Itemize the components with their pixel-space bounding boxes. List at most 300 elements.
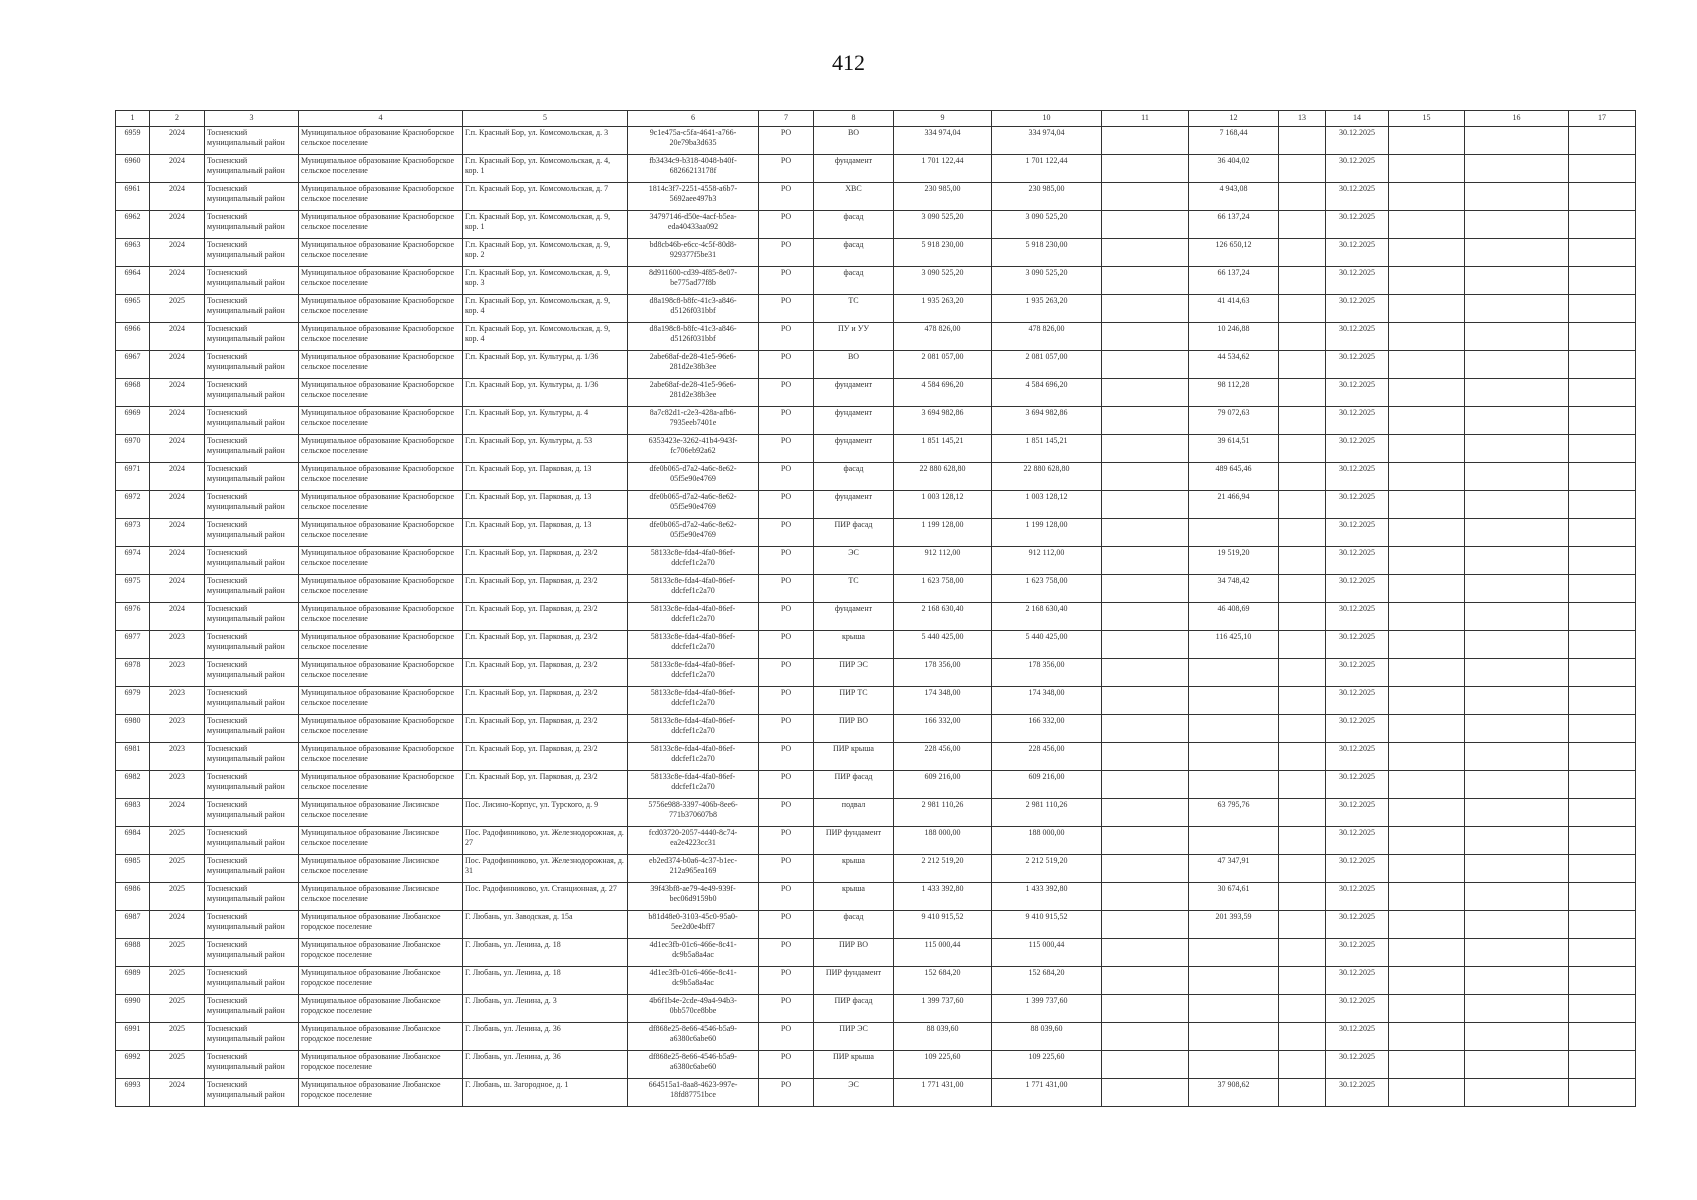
table-cell: dfe0b065-d7a2-4a6c-8e62-05f5e90e4769 (628, 491, 759, 519)
table-cell (1102, 239, 1189, 267)
table-row (116, 211, 1636, 239)
table-cell: 109 225,60 (992, 1051, 1102, 1079)
table-cell: 6983 (116, 799, 150, 827)
column-header: 5 (463, 111, 628, 127)
table-cell (1389, 715, 1465, 743)
table-row (116, 239, 1636, 267)
table-cell: фундамент (814, 491, 894, 519)
table-cell (1279, 911, 1326, 939)
table-cell: РО (759, 407, 814, 435)
table-cell (1465, 939, 1569, 967)
table-row (116, 323, 1636, 351)
table-cell: 6963 (116, 239, 150, 267)
table-cell: Муниципальное образование Лисинское сельское поселение (299, 855, 463, 883)
table-cell: Г. Любань, ул. Заводская, д. 15а (463, 911, 628, 939)
table-cell (1102, 1051, 1189, 1079)
table-cell (1279, 463, 1326, 491)
table-cell: Г. Любань, ш. Загородное, д. 1 (463, 1079, 628, 1107)
column-header: 13 (1279, 111, 1326, 127)
table-cell (1189, 715, 1279, 743)
table-cell (1279, 771, 1326, 799)
table-cell (1389, 351, 1465, 379)
table-cell: РО (759, 379, 814, 407)
table-cell (1279, 379, 1326, 407)
table-row (116, 407, 1636, 435)
table-cell: eb2ed374-b0a6-4c37-b1ec-212a965ea169 (628, 855, 759, 883)
table-cell (1569, 883, 1636, 911)
table-cell (1465, 827, 1569, 855)
table-cell: 6962 (116, 211, 150, 239)
table-cell: Тосненский муниципальный район (205, 743, 299, 771)
table-cell: 230 985,00 (894, 183, 992, 211)
table-cell (1279, 407, 1326, 435)
table-row (116, 351, 1636, 379)
table-cell (1102, 211, 1189, 239)
table-cell: РО (759, 183, 814, 211)
table-cell (1389, 883, 1465, 911)
table-cell: Г. Любань, ул. Ленина, д. 3 (463, 995, 628, 1023)
table-cell: фасад (814, 267, 894, 295)
table-cell (1102, 519, 1189, 547)
table-cell: 30.12.2025 (1326, 827, 1389, 855)
table-row (116, 799, 1636, 827)
table-cell: Тосненский муниципальный район (205, 883, 299, 911)
table-cell (1279, 631, 1326, 659)
table-cell: 21 466,94 (1189, 491, 1279, 519)
table-cell: Муниципальное образование Красноборское сельское поселение (299, 295, 463, 323)
table-cell (1279, 603, 1326, 631)
table-cell: Тосненский муниципальный район (205, 687, 299, 715)
table-cell (1389, 827, 1465, 855)
table-cell: d8a198c8-b8fc-41c3-a846-d5126f031bbf (628, 323, 759, 351)
table-cell (1465, 603, 1569, 631)
table-cell: 2024 (150, 351, 205, 379)
table-row (116, 687, 1636, 715)
table-cell (1389, 687, 1465, 715)
column-header: 4 (299, 111, 463, 127)
table-cell: 334 974,04 (894, 127, 992, 155)
table-cell: подвал (814, 799, 894, 827)
table-cell (1279, 799, 1326, 827)
table-cell (1102, 967, 1189, 995)
table-cell: 2 981 110,26 (992, 799, 1102, 827)
table-cell: 2024 (150, 323, 205, 351)
table-cell: Муниципальное образование Красноборское сельское поселение (299, 211, 463, 239)
table-cell: 6987 (116, 911, 150, 939)
table-cell: 2 081 057,00 (894, 351, 992, 379)
table-row (116, 603, 1636, 631)
table-cell (1102, 463, 1189, 491)
table-cell: ПУ и УУ (814, 323, 894, 351)
table-cell: 174 348,00 (992, 687, 1102, 715)
table-cell: Тосненский муниципальный район (205, 575, 299, 603)
table-cell: 37 908,62 (1189, 1079, 1279, 1107)
table-cell: Тосненский муниципальный район (205, 519, 299, 547)
table-cell: Г.п. Красный Бор, ул. Комсомольская, д. 4, кор. 1 (463, 155, 628, 183)
table-cell: РО (759, 211, 814, 239)
table-cell (1465, 1051, 1569, 1079)
table-cell (1189, 519, 1279, 547)
table-cell: Муниципальное образование Красноборское сельское поселение (299, 575, 463, 603)
table-cell: 2024 (150, 211, 205, 239)
table-cell (1569, 827, 1636, 855)
table-cell: фундамент (814, 379, 894, 407)
table-cell: 1 433 392,80 (992, 883, 1102, 911)
table-cell: d8a198c8-b8fc-41c3-a846-d5126f031bbf (628, 295, 759, 323)
table-cell: РО (759, 435, 814, 463)
table-row (116, 967, 1636, 995)
table-cell: Тосненский муниципальный район (205, 239, 299, 267)
table-cell: 6965 (116, 295, 150, 323)
table-cell (1279, 127, 1326, 155)
table-cell: Тосненский муниципальный район (205, 435, 299, 463)
table-cell: Тосненский муниципальный район (205, 127, 299, 155)
table-cell: Г.п. Красный Бор, ул. Парковая, д. 13 (463, 491, 628, 519)
table-cell (1389, 771, 1465, 799)
table-cell (1465, 715, 1569, 743)
table-cell: 30.12.2025 (1326, 911, 1389, 939)
table-cell (1102, 155, 1189, 183)
table-cell: Тосненский муниципальный район (205, 715, 299, 743)
table-cell (1279, 1079, 1326, 1107)
table-cell (1569, 967, 1636, 995)
table-cell (1102, 351, 1189, 379)
table-cell: РО (759, 547, 814, 575)
table-cell: Тосненский муниципальный район (205, 295, 299, 323)
table-cell: ПИР крыша (814, 1051, 894, 1079)
table-cell (1189, 967, 1279, 995)
table-cell: РО (759, 883, 814, 911)
table-cell (1465, 267, 1569, 295)
table-cell: РО (759, 463, 814, 491)
table-cell: 63 795,76 (1189, 799, 1279, 827)
column-header: 3 (205, 111, 299, 127)
table-cell: 2 168 630,40 (894, 603, 992, 631)
table-cell (1279, 351, 1326, 379)
table-cell: 1 433 392,80 (894, 883, 992, 911)
table-cell (1465, 183, 1569, 211)
table-cell: 6968 (116, 379, 150, 407)
table-cell: 1 851 145,21 (894, 435, 992, 463)
table-cell: 230 985,00 (992, 183, 1102, 211)
table-cell: 228 456,00 (992, 743, 1102, 771)
table-cell: 30.12.2025 (1326, 743, 1389, 771)
table-cell: Г.п. Красный Бор, ул. Парковая, д. 13 (463, 463, 628, 491)
table-cell: Тосненский муниципальный район (205, 155, 299, 183)
table-cell: dfe0b065-d7a2-4a6c-8e62-05f5e90e4769 (628, 519, 759, 547)
table-cell: 30.12.2025 (1326, 407, 1389, 435)
table-cell (1389, 323, 1465, 351)
column-header: 15 (1389, 111, 1465, 127)
table-cell: 2023 (150, 743, 205, 771)
table-cell: ЭС (814, 547, 894, 575)
table-cell (1465, 547, 1569, 575)
table-cell: 30.12.2025 (1326, 715, 1389, 743)
table-cell (1569, 631, 1636, 659)
table-cell (1102, 1079, 1189, 1107)
table-cell (1389, 519, 1465, 547)
table-cell: 152 684,20 (992, 967, 1102, 995)
table-cell: 10 246,88 (1189, 323, 1279, 351)
register-table (115, 110, 1636, 1107)
table-cell (1569, 995, 1636, 1023)
table-cell: 30.12.2025 (1326, 771, 1389, 799)
table-cell: Муниципальное образование Красноборское сельское поселение (299, 715, 463, 743)
table-cell: ПИР фундамент (814, 967, 894, 995)
table-cell: 58133c8e-fda4-4fa0-86ef-ddcfef1c2a70 (628, 547, 759, 575)
table-cell: 2 212 519,20 (992, 855, 1102, 883)
table-cell (1569, 267, 1636, 295)
table-cell: Тосненский муниципальный район (205, 995, 299, 1023)
table-cell (1189, 687, 1279, 715)
table-cell (1389, 239, 1465, 267)
table-cell: 30.12.2025 (1326, 463, 1389, 491)
table-cell: Г.п. Красный Бор, ул. Парковая, д. 23/2 (463, 771, 628, 799)
table-cell: РО (759, 295, 814, 323)
table-cell (1569, 323, 1636, 351)
table-cell: 6985 (116, 855, 150, 883)
table-cell (1279, 687, 1326, 715)
table-cell: РО (759, 1079, 814, 1107)
table-cell: b81d48e0-3103-45c0-95a0-5ee2d0e4bff7 (628, 911, 759, 939)
table-cell: Тосненский муниципальный район (205, 855, 299, 883)
table-cell: 1 701 122,44 (894, 155, 992, 183)
table-cell (1465, 855, 1569, 883)
table-cell (1389, 575, 1465, 603)
table-cell (1102, 435, 1189, 463)
table-row (116, 855, 1636, 883)
table-cell: ПИР ТС (814, 687, 894, 715)
table-cell: 30.12.2025 (1326, 799, 1389, 827)
table-cell: fcd03720-2057-4440-8c74-ea2e4223cc31 (628, 827, 759, 855)
table-cell: Г.п. Красный Бор, ул. Комсомольская, д. 9, кор. 4 (463, 295, 628, 323)
column-header: 7 (759, 111, 814, 127)
table-cell: 609 216,00 (992, 771, 1102, 799)
table-cell (1465, 127, 1569, 155)
table-cell: 478 826,00 (894, 323, 992, 351)
table-cell: фасад (814, 463, 894, 491)
table-cell (1465, 379, 1569, 407)
table-cell: 30.12.2025 (1326, 1079, 1389, 1107)
table-cell: ПИР ЭС (814, 1023, 894, 1051)
table-cell: 30.12.2025 (1326, 295, 1389, 323)
table-cell: 2024 (150, 127, 205, 155)
column-header: 16 (1465, 111, 1569, 127)
table-cell: РО (759, 743, 814, 771)
table-cell (1279, 211, 1326, 239)
table-cell: Муниципальное образование Красноборское сельское поселение (299, 183, 463, 211)
table-cell (1569, 547, 1636, 575)
table-cell (1102, 659, 1189, 687)
table-cell: 6353423e-3262-41b4-943f-fc706eb92a62 (628, 435, 759, 463)
table-cell (1569, 771, 1636, 799)
table-cell: 2025 (150, 295, 205, 323)
table-cell: Пос. Радофинниково, ул. Железнодорожная, д. 31 (463, 855, 628, 883)
table-cell (1102, 127, 1189, 155)
table-cell: РО (759, 323, 814, 351)
table-cell: Г.п. Красный Бор, ул. Культуры, д. 53 (463, 435, 628, 463)
table-cell: 2024 (150, 267, 205, 295)
table-cell: РО (759, 1051, 814, 1079)
table-cell: Тосненский муниципальный район (205, 379, 299, 407)
table-cell (1102, 295, 1189, 323)
table-cell: 30.12.2025 (1326, 491, 1389, 519)
table-cell (1569, 407, 1636, 435)
table-cell (1569, 575, 1636, 603)
table-cell (1569, 463, 1636, 491)
table-cell: 2024 (150, 491, 205, 519)
table-cell: 5 440 425,00 (992, 631, 1102, 659)
table-cell: 2 168 630,40 (992, 603, 1102, 631)
table-cell: 66 137,24 (1189, 211, 1279, 239)
column-header: 1 (116, 111, 150, 127)
table-cell: 30.12.2025 (1326, 631, 1389, 659)
table-cell: Тосненский муниципальный район (205, 463, 299, 491)
table-cell: 58133c8e-fda4-4fa0-86ef-ddcfef1c2a70 (628, 575, 759, 603)
table-cell: 2abe68af-de28-41e5-96e6-281d2e38b3ee (628, 351, 759, 379)
table-cell (1389, 631, 1465, 659)
table-cell: Муниципальное образование Красноборское сельское поселение (299, 407, 463, 435)
table-cell (1102, 687, 1189, 715)
table-row (116, 939, 1636, 967)
table-cell (1102, 183, 1189, 211)
table-cell: Г.п. Красный Бор, ул. Парковая, д. 23/2 (463, 659, 628, 687)
table-cell: 6972 (116, 491, 150, 519)
table-cell: 39 614,51 (1189, 435, 1279, 463)
table-cell (1102, 407, 1189, 435)
table-cell (1389, 379, 1465, 407)
column-header: 9 (894, 111, 992, 127)
table-cell: 2 981 110,26 (894, 799, 992, 827)
table-row (116, 519, 1636, 547)
table-cell: Тосненский муниципальный район (205, 323, 299, 351)
table-cell (1102, 631, 1189, 659)
table-cell (1465, 743, 1569, 771)
table-cell: 30.12.2025 (1326, 967, 1389, 995)
table-cell: 6984 (116, 827, 150, 855)
table-cell: 6979 (116, 687, 150, 715)
table-cell (1465, 911, 1569, 939)
table-row (116, 659, 1636, 687)
table-cell: Тосненский муниципальный район (205, 659, 299, 687)
table-cell: bd8cb46b-e6cc-4c5f-80d8-929377f5be31 (628, 239, 759, 267)
table-cell (1389, 967, 1465, 995)
table-cell: dfe0b065-d7a2-4a6c-8e62-05f5e90e4769 (628, 463, 759, 491)
table-cell (1279, 1051, 1326, 1079)
table-cell: 44 534,62 (1189, 351, 1279, 379)
table-cell (1279, 575, 1326, 603)
table-row (116, 155, 1636, 183)
table-cell (1279, 267, 1326, 295)
column-header: 8 (814, 111, 894, 127)
table-cell (1569, 295, 1636, 323)
table-cell: 2abe68af-de28-41e5-96e6-281d2e38b3ee (628, 379, 759, 407)
column-header: 14 (1326, 111, 1389, 127)
table-row (116, 631, 1636, 659)
table-cell (1189, 1051, 1279, 1079)
table-cell: 4d1ec3fb-01c6-466e-8c41-dc9b5a8a4ac (628, 939, 759, 967)
table-cell (1389, 939, 1465, 967)
table-cell: Тосненский муниципальный район (205, 1079, 299, 1107)
table-cell: ХВС (814, 183, 894, 211)
table-cell: Муниципальное образование Красноборское сельское поселение (299, 631, 463, 659)
table-cell: 98 112,28 (1189, 379, 1279, 407)
table-cell: 9c1e475a-c5fa-4641-a766-20e79ba3d635 (628, 127, 759, 155)
table-cell: фасад (814, 911, 894, 939)
table-cell: 334 974,04 (992, 127, 1102, 155)
table-cell (1389, 155, 1465, 183)
table-cell: Г. Любань, ул. Ленина, д. 36 (463, 1051, 628, 1079)
table-cell (1569, 911, 1636, 939)
table-cell: РО (759, 939, 814, 967)
table-cell (1102, 715, 1189, 743)
table-cell (1389, 183, 1465, 211)
table-cell (1279, 435, 1326, 463)
table-cell: 30.12.2025 (1326, 351, 1389, 379)
table-cell (1189, 939, 1279, 967)
table-cell: 19 519,20 (1189, 547, 1279, 575)
table-cell (1465, 995, 1569, 1023)
table-cell: 6966 (116, 323, 150, 351)
table-cell: Муниципальное образование Любанское городское поселение (299, 939, 463, 967)
table-cell (1389, 911, 1465, 939)
table-cell: 2025 (150, 827, 205, 855)
table-cell: Тосненский муниципальный район (205, 183, 299, 211)
table-cell: 30.12.2025 (1326, 575, 1389, 603)
table-cell: 2024 (150, 155, 205, 183)
table-cell: РО (759, 631, 814, 659)
table-cell: 2024 (150, 603, 205, 631)
table-cell (1465, 1023, 1569, 1051)
table-cell: Муниципальное образование Красноборское сельское поселение (299, 435, 463, 463)
table-cell (1389, 855, 1465, 883)
table-cell: 489 645,46 (1189, 463, 1279, 491)
table-cell: 34797146-d50e-4acf-b5ea-eda40433aa092 (628, 211, 759, 239)
table-cell: 201 393,59 (1189, 911, 1279, 939)
table-cell (1569, 351, 1636, 379)
table-cell (1279, 491, 1326, 519)
table-cell (1389, 435, 1465, 463)
table-cell (1465, 435, 1569, 463)
table-cell: 39f43bf8-ae79-4e49-939f-bec06d9159b0 (628, 883, 759, 911)
table-cell: Тосненский муниципальный район (205, 631, 299, 659)
table-cell: Муниципальное образование Красноборское сельское поселение (299, 351, 463, 379)
table-cell: РО (759, 771, 814, 799)
table-cell: 30.12.2025 (1326, 267, 1389, 295)
table-cell: 34 748,42 (1189, 575, 1279, 603)
table-cell: 2025 (150, 939, 205, 967)
table-cell: 46 408,69 (1189, 603, 1279, 631)
table-cell: 3 694 982,86 (992, 407, 1102, 435)
table-cell (1389, 995, 1465, 1023)
table-cell: РО (759, 491, 814, 519)
table-cell: 30.12.2025 (1326, 155, 1389, 183)
column-header: 17 (1569, 111, 1636, 127)
table-cell: ПИР крыша (814, 743, 894, 771)
table-cell (1465, 351, 1569, 379)
table-cell: Г.п. Красный Бор, ул. Парковая, д. 23/2 (463, 687, 628, 715)
table-cell: 30.12.2025 (1326, 1023, 1389, 1051)
table-cell: 1 003 128,12 (894, 491, 992, 519)
table-cell: крыша (814, 883, 894, 911)
table-cell: 2024 (150, 407, 205, 435)
table-cell: Тосненский муниципальный район (205, 491, 299, 519)
table-cell: РО (759, 967, 814, 995)
table-cell: 116 425,10 (1189, 631, 1279, 659)
table-cell: 2025 (150, 967, 205, 995)
table-cell (1389, 407, 1465, 435)
table-cell: ТС (814, 295, 894, 323)
